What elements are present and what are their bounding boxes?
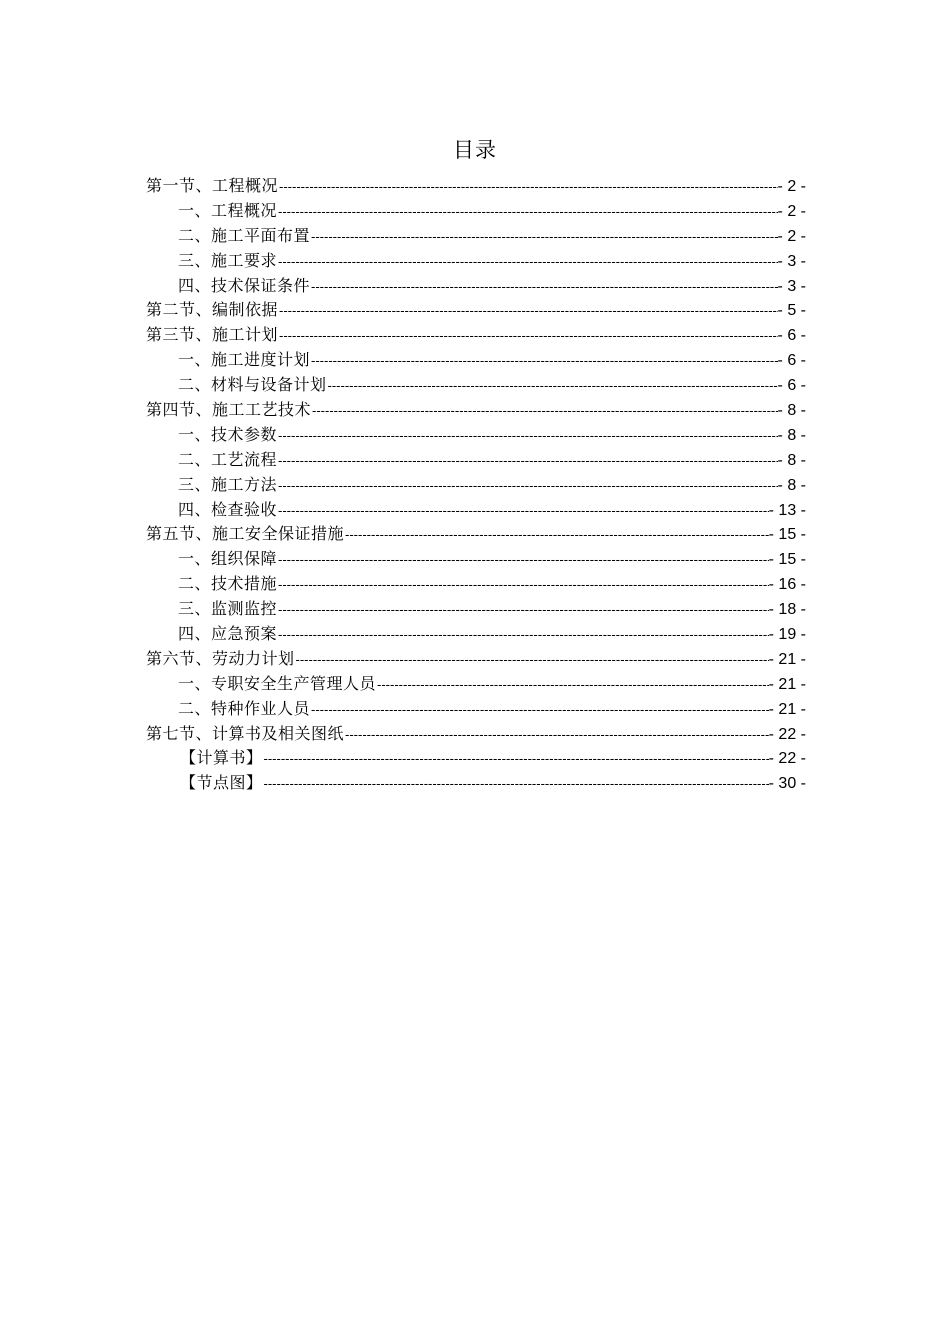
toc-entry-text: 第三节、施工计划: [146, 325, 279, 345]
toc-entry[interactable]: [146, 373, 806, 398]
toc-entry-text: 四、技术保证条件: [178, 275, 311, 295]
toc-entry[interactable]: [146, 771, 806, 796]
toc-leader: [277, 499, 769, 523]
toc-leader: [278, 175, 778, 199]
toc-page-number: - 8 -: [777, 426, 806, 444]
toc-leader: [344, 723, 769, 747]
toc-entry[interactable]: [146, 199, 806, 224]
toc-entry[interactable]: [146, 249, 806, 274]
toc-leader: [311, 399, 778, 423]
toc-leader: [310, 349, 778, 373]
toc-entry-text: 三、监测监控: [178, 599, 278, 619]
toc-page-number: - 21 -: [768, 650, 806, 668]
toc-entry[interactable]: [146, 722, 806, 747]
toc-entry[interactable]: [146, 647, 806, 672]
toc-page-number: - 2 -: [777, 178, 806, 195]
toc-entry[interactable]: [146, 547, 806, 572]
toc-page-number: - 19 -: [768, 626, 806, 644]
toc-leader: [278, 324, 778, 348]
toc-entry[interactable]: [146, 597, 806, 622]
toc-entry[interactable]: [146, 498, 806, 523]
toc-entry-text: 第一节、工程概况: [146, 176, 279, 195]
toc-entry[interactable]: [146, 697, 806, 722]
toc-leader: [277, 449, 778, 473]
toc-entry-text: 第六节、劳动力计划: [146, 648, 295, 668]
toc-page-number: - 18 -: [768, 601, 806, 619]
toc-leader: [310, 698, 769, 722]
toc-leader: [277, 250, 778, 274]
toc-entry[interactable]: [146, 224, 806, 249]
toc-page-number: - 16 -: [768, 576, 806, 594]
toc-entry-text: 二、材料与设备计划: [178, 375, 327, 395]
toc-entry[interactable]: [146, 423, 806, 448]
toc-entry-text: 二、工艺流程: [178, 449, 278, 469]
toc-page-number: - 3 -: [777, 277, 806, 295]
toc-page-number: - 21 -: [768, 700, 806, 718]
toc-entry-text: 二、技术措施: [178, 574, 278, 594]
toc-entry-text: 二、特种作业人员: [178, 698, 311, 718]
toc-page-number: - 6 -: [777, 377, 806, 395]
toc-leader: [327, 374, 778, 398]
toc-leader: [277, 424, 778, 448]
toc-leader: [263, 747, 769, 771]
toc-list: [146, 174, 806, 796]
toc-leader: [277, 474, 778, 498]
toc-entry-text: 三、施工方法: [178, 474, 278, 494]
toc-entry[interactable]: [146, 746, 806, 771]
toc-entry[interactable]: [146, 323, 806, 348]
toc-page-number: - 6 -: [777, 327, 806, 345]
toc-title: 目录: [453, 138, 497, 162]
toc-page-number: - 3 -: [777, 252, 806, 270]
toc-entry-text: 第五节、施工安全保证措施: [146, 524, 345, 544]
toc-entry[interactable]: [146, 473, 806, 498]
toc-entry-text: 一、工程概况: [178, 200, 278, 220]
toc-leader: [277, 200, 778, 224]
toc-entry[interactable]: [146, 448, 806, 473]
toc-leader: [263, 772, 769, 796]
toc-page-number: - 15 -: [768, 551, 806, 569]
toc-entry-text: 四、检查验收: [178, 499, 278, 519]
toc-leader: [277, 573, 769, 597]
toc-entry-text: 四、应急预案: [178, 624, 278, 644]
toc-leader: [344, 523, 769, 547]
toc-page-number: - 8 -: [777, 476, 806, 494]
toc-leader: [310, 275, 778, 299]
toc-entry-text: 一、施工进度计划: [178, 350, 311, 370]
toc-entry[interactable]: [146, 298, 806, 323]
toc-page-number: - 5 -: [777, 302, 806, 320]
toc-leader: [277, 548, 769, 572]
toc-entry[interactable]: [146, 572, 806, 597]
toc-entry-text: 第四节、施工工艺技术: [146, 400, 312, 420]
toc-entry-text: 三、施工要求: [178, 250, 278, 270]
toc-page-number: - 6 -: [777, 352, 806, 370]
toc-entry-text: 第七节、计算书及相关图纸: [146, 723, 345, 743]
toc-page-number: - 2 -: [777, 227, 806, 245]
toc-leader: [295, 648, 769, 672]
toc-entry-text: 一、技术参数: [178, 424, 278, 444]
toc-page-number: - 22 -: [768, 750, 806, 768]
toc-page-number: - 21 -: [768, 675, 806, 693]
toc-leader: [310, 225, 778, 249]
toc-page-number: - 8 -: [777, 402, 806, 420]
toc-leader: [376, 673, 769, 697]
toc-entry[interactable]: [146, 174, 806, 199]
toc-entry-text: 一、专职安全生产管理人员: [178, 673, 377, 693]
toc-entry-text: 二、施工平面布置: [178, 225, 311, 245]
toc-page-number: - 22 -: [768, 725, 806, 743]
toc-entry-text: 第二节、编制依据: [146, 300, 279, 320]
toc-entry[interactable]: [146, 522, 806, 547]
toc-entry[interactable]: [146, 398, 806, 423]
toc-entry-text: 一、组织保障: [178, 549, 278, 569]
toc-entry[interactable]: [146, 672, 806, 697]
toc-entry[interactable]: [146, 348, 806, 373]
toc-page-number: - 13 -: [768, 501, 806, 519]
toc-page-number: - 2 -: [777, 202, 806, 220]
toc-page-number: - 30 -: [768, 775, 806, 793]
toc-page-number: - 8 -: [777, 451, 806, 469]
toc-page-number: - 15 -: [768, 526, 806, 544]
toc-leader: [278, 299, 778, 323]
toc-entry[interactable]: [146, 274, 806, 299]
toc-leader: [277, 623, 769, 647]
toc-entry-text: 【节点图】: [180, 773, 263, 793]
toc-leader: [277, 598, 769, 622]
toc-entry-text: 【计算书】: [180, 748, 263, 768]
toc-entry[interactable]: [146, 622, 806, 647]
